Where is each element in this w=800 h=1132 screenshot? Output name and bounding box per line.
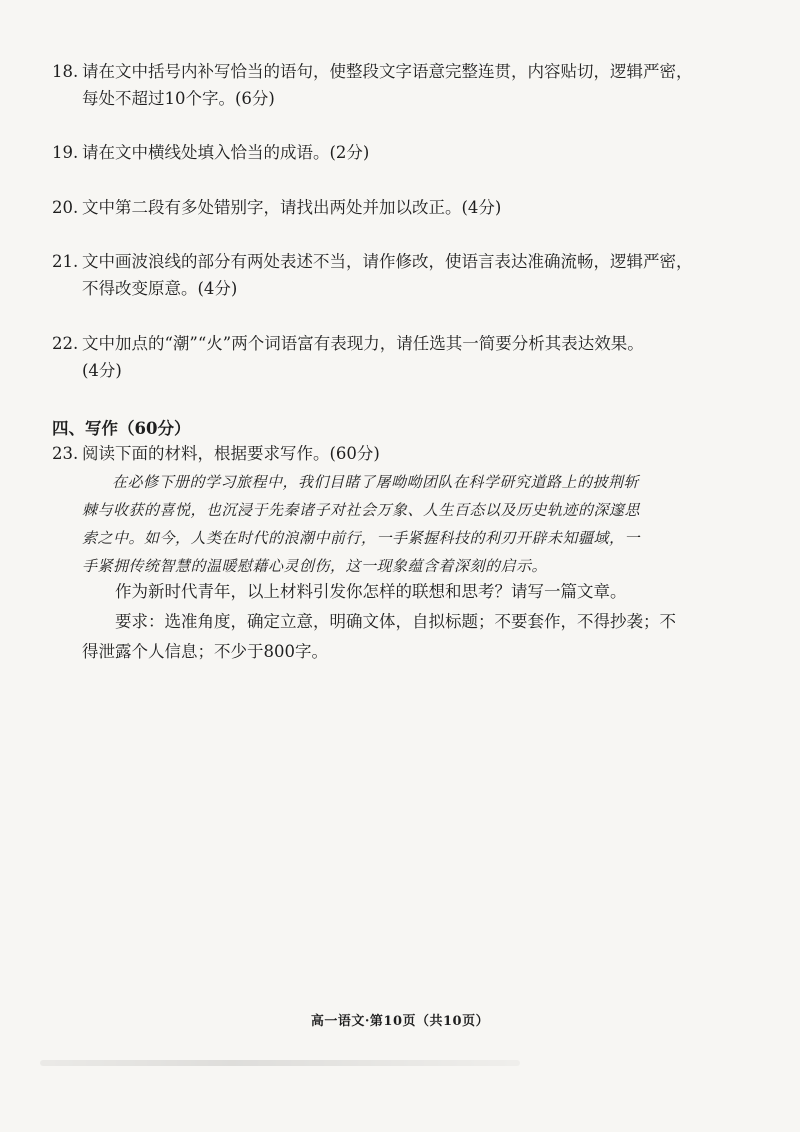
question-number: 21. — [52, 252, 79, 271]
page-footer: 高一语文·第10页（共10页） — [310, 1014, 490, 1029]
material-line: 手紧拥传统智慧的温暖慰藉心灵创伤，这一现象蕴含着深刻的启示。 — [82, 557, 548, 575]
question-22 — [52, 330, 752, 384]
requirements-line: 要求：选准角度，确定立意，明确文体，自拟标题；不要套作，不得抄袭；不 — [115, 612, 676, 631]
question-text-line: 文中加点的“潮”“火”两个词语富有表现力，请任选其一简要分析其表达效果。 — [82, 334, 644, 353]
question-text-line: 请在文中括号内补写恰当的语句，使整段文字语意完整连贯，内容贴切，逻辑严密， — [82, 62, 693, 81]
writing-material — [82, 468, 697, 580]
question-number: 20. — [52, 198, 79, 217]
question-text-line: 每处不超过10个字。(6分) — [82, 89, 275, 108]
scan-smudge — [40, 1060, 520, 1066]
material-line: 在必修下册的学习旅程中，我们目睹了屠呦呦团队在科学研究道路上的披荆斩 — [112, 473, 640, 491]
question-18 — [52, 58, 752, 112]
writing-task — [82, 577, 702, 667]
question-text-line: 文中画波浪线的部分有两处表述不当，请作修改，使语言表达准确流畅，逻辑严密， — [82, 252, 693, 271]
section-title: 四、写作（60分） — [52, 419, 191, 438]
question-text-line: 请在文中横线处填入恰当的成语。(2分) — [82, 143, 370, 162]
question-text-line: 不得改变原意。(4分) — [82, 279, 238, 298]
requirements-line: 得泄露个人信息；不少于800字。 — [82, 642, 328, 661]
question-number: 19. — [52, 143, 79, 162]
question-number: 18. — [52, 62, 79, 81]
task-text: 作为新时代青年，以上材料引发你怎样的联想和思考？请写一篇文章。 — [115, 582, 627, 601]
material-line: 棘与收获的喜悦，也沉浸于先秦诸子对社会万象、人生百态以及历史轨迹的深邃思 — [82, 501, 641, 519]
material-line: 索之中。如今，人类在时代的浪潮中前行，一手紧握科技的利刃开辟未知疆域，一 — [82, 529, 641, 547]
question-20 — [52, 194, 752, 221]
question-text-line: 文中第二段有多处错别字，请找出两处并加以改正。(4分) — [82, 198, 502, 217]
question-19 — [52, 139, 752, 166]
writing-prompt: 阅读下面的材料，根据要求写作。(60分) — [82, 444, 380, 463]
question-21 — [52, 248, 752, 302]
question-text-line: (4分) — [82, 361, 122, 380]
question-number: 23. — [52, 444, 79, 463]
question-23 — [52, 441, 752, 467]
question-number: 22. — [52, 334, 79, 353]
